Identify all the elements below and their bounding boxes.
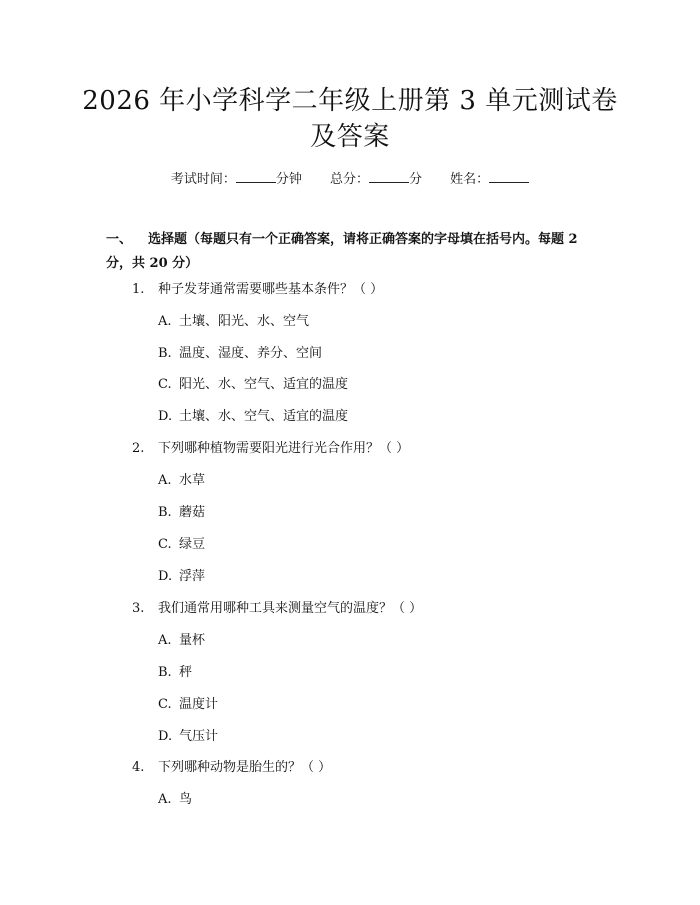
section-instructions: 选择题（每题只有一个正确答案，请将正确答案的字母填在括号内。每题 2 分，共 20 分） (106, 232, 578, 271)
option-letter: A. (158, 792, 172, 807)
exam-time-label: 考试时间： (170, 172, 236, 187)
exam-time-field (171, 172, 306, 187)
option-text: 气压计 (179, 729, 219, 744)
option-letter: C. (158, 537, 172, 552)
option-text: 阳光、水、空气、适宜的温度 (179, 377, 349, 392)
question-4-option-a (158, 791, 192, 809)
question-text: 我们通常用哪种工具来测量空气的温度？（ ） (158, 601, 423, 616)
option-text: 温度计 (179, 697, 219, 712)
option-letter: A. (158, 633, 172, 648)
question-3 (132, 600, 422, 618)
question-1-option-d (158, 408, 348, 426)
question-3-option-a (158, 632, 205, 650)
student-name-label: 姓名： (450, 172, 490, 187)
option-text: 秤 (179, 665, 193, 680)
question-2-option-d (158, 568, 205, 586)
page-title: 2026 年小学科学二年级上册第 3 单元测试卷 (82, 86, 618, 116)
section-number: 一、 (106, 232, 133, 247)
option-letter: B. (158, 505, 172, 520)
option-letter: B. (158, 665, 172, 680)
option-letter: A. (158, 314, 172, 329)
question-number: 2. (132, 441, 145, 456)
question-text: 下列哪种动物是胎生的？（ ） (158, 760, 332, 775)
total-score-blank (369, 170, 409, 183)
option-text: 量杯 (179, 633, 206, 648)
total-score-unit: 分 (409, 172, 423, 187)
option-letter: D. (158, 409, 173, 424)
option-text: 土壤、水、空气、适宜的温度 (179, 409, 349, 424)
question-3-option-d (158, 728, 218, 746)
option-text: 温度、湿度、养分、空间 (179, 346, 323, 361)
question-1-option-b (158, 345, 322, 363)
question-1-option-a (158, 313, 309, 331)
page-title-continued: 及答案 (310, 122, 390, 152)
option-letter: A. (158, 473, 172, 488)
student-name-blank (489, 170, 529, 183)
student-name-field (450, 172, 529, 187)
question-number: 4. (132, 760, 145, 775)
question-number: 1. (132, 282, 145, 297)
question-number: 3. (132, 601, 145, 616)
option-text: 蘑菇 (179, 505, 206, 520)
question-2-option-a (158, 472, 205, 490)
option-letter: C. (158, 377, 172, 392)
exam-info-line (0, 170, 700, 189)
option-text: 浮萍 (179, 569, 206, 584)
total-score-label: 总分： (329, 172, 369, 187)
question-2-option-c (158, 536, 205, 554)
exam-time-unit: 分钟 (275, 172, 302, 187)
option-text: 土壤、阳光、水、空气 (179, 314, 310, 329)
option-letter: B. (158, 346, 172, 361)
section-heading (106, 228, 606, 276)
option-text: 绿豆 (179, 537, 206, 552)
option-text: 水草 (179, 473, 206, 488)
total-score-field (330, 172, 426, 187)
question-1 (132, 281, 383, 299)
question-3-option-c (158, 696, 218, 714)
question-text: 下列哪种植物需要阳光进行光合作用？（ ） (158, 441, 410, 456)
option-letter: D. (158, 729, 173, 744)
option-text: 鸟 (179, 792, 193, 807)
option-letter: D. (158, 569, 173, 584)
question-4 (132, 759, 331, 777)
exam-time-blank (236, 170, 276, 183)
option-letter: C. (158, 697, 172, 712)
question-2-option-b (158, 504, 205, 522)
question-2 (132, 440, 409, 458)
question-text: 种子发芽通常需要哪些基本条件？（ ） (158, 282, 384, 297)
question-3-option-b (158, 664, 192, 682)
question-1-option-c (158, 376, 348, 394)
